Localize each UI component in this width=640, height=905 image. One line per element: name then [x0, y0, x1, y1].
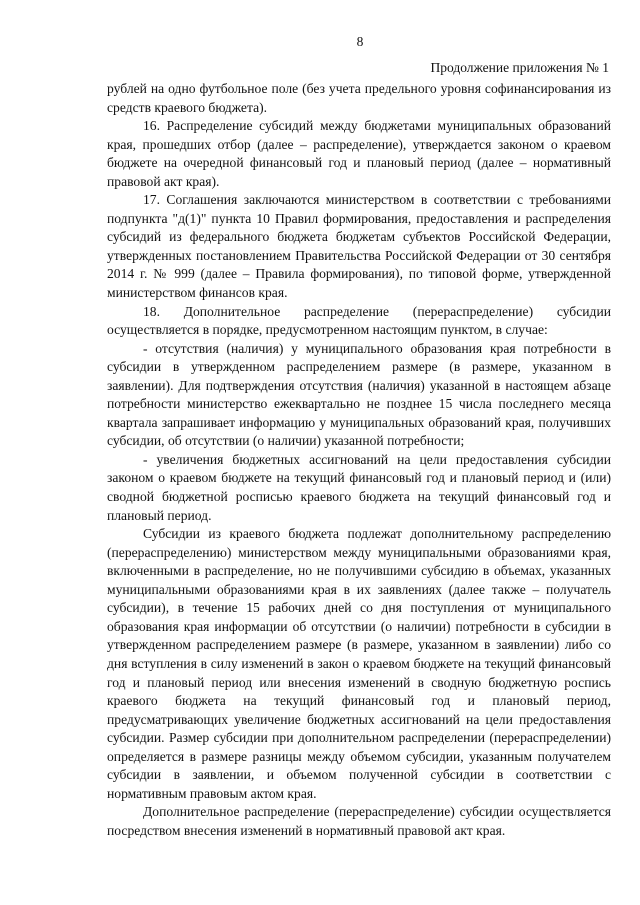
paragraph-18: 18. Дополнительное распределение (перераспределение) субсидии осуществляется в порядке, предусмотренном настоящим пунктом, в случае: — [107, 303, 611, 338]
list-item-increase-of-allocations: - увеличения бюджетных ассигнований на цели предоставления субсидии законом о краевом бюджете на текущий финансовый год и плановый период и (или) сводной бюджетной росписью краевого бюджета на текущий финансовый год и плановый период. — [107, 451, 611, 523]
page-number: 8 — [356, 34, 364, 49]
paragraph-16: 16. Распределение субсидий между бюджетами муниципальных образований края, прошедших отбор (далее – распределение), утверждается законом о краевом бюджете на очередной финансовый год и плановый период (далее – нормативный правовой акт края). — [107, 118, 611, 189]
paragraph-17: 17. Соглашения заключаются министерством в соответствии с требованиями подпункта "д(1)" пункта 10 Правил формирования, предоставления и распределения субсидий из федерального бюджета бюджетам субъектов Российской Федерации, утвержденных постановлением Правительства Российской Федерации от 30 сентября 2014 г. № 999 (далее – Правила формирования), по типовой форме, утвержденной министерством финансов края. — [107, 192, 611, 301]
paragraph-redistribution-method: Дополнительное распределение (перераспределение) субсидии осуществляется посредством внесения изменений в нормативный правовой акт края. — [107, 804, 611, 838]
paragraph-continued: рублей на одно футбольное поле (без учета предельного уровня софинансирования из средств краевого бюджета). — [107, 81, 611, 115]
paragraph-redistribution: Субсидии из краевого бюджета подлежат дополнительному распределению (перераспределению) министерством между муниципальными образованиями края, включенными в распределение, но не получившими субсидию в объемах, указанных муниципальными образованиями края в их заявлениях (далее также – получатель субсидии), в течение 15 рабочих дней со дня поступления от муниципального образования края информации об отсутствии (о наличии) потребности в субсидии в утвержденном распределением размере (в размере, указанном в заявлении) либо со дня вступления в силу изменений в закон о краевом бюджете на текущий финансовый год и плановый период или внесения изменений в сводную бюджетную роспись краевого бюджета на текущий финансовый год и плановый период, предусматривающих увеличение бюджетных ассигнований на цели предоставления субсидии. Размер субсидии при дополнительном распределении (перераспределении) определяется в размере разницы между объемом субсидии, указанным получателем субсидии в заявлении, и объемом полученной субсидии в соответствии с нормативным правовым актом края. — [107, 526, 611, 801]
document-body — [107, 80, 611, 840]
appendix-continuation-label: Продолжение приложения № 1 — [430, 60, 609, 75]
list-item-absence-of-need: - отсутствия (наличия) у муниципального образования края потребности в субсидии в утвержденном распределением размере (в размере, указанном в заявлении). Для подтверждения отсутствия (наличия) указанной в настоящем абзаце потребности министерство ежеквартально не позднее 15 числа последнего месяца квартала запрашивает информацию у муниципальных образований края, получивших субсидии, об отсутствии (о наличии) указанной потребности; — [107, 340, 611, 449]
